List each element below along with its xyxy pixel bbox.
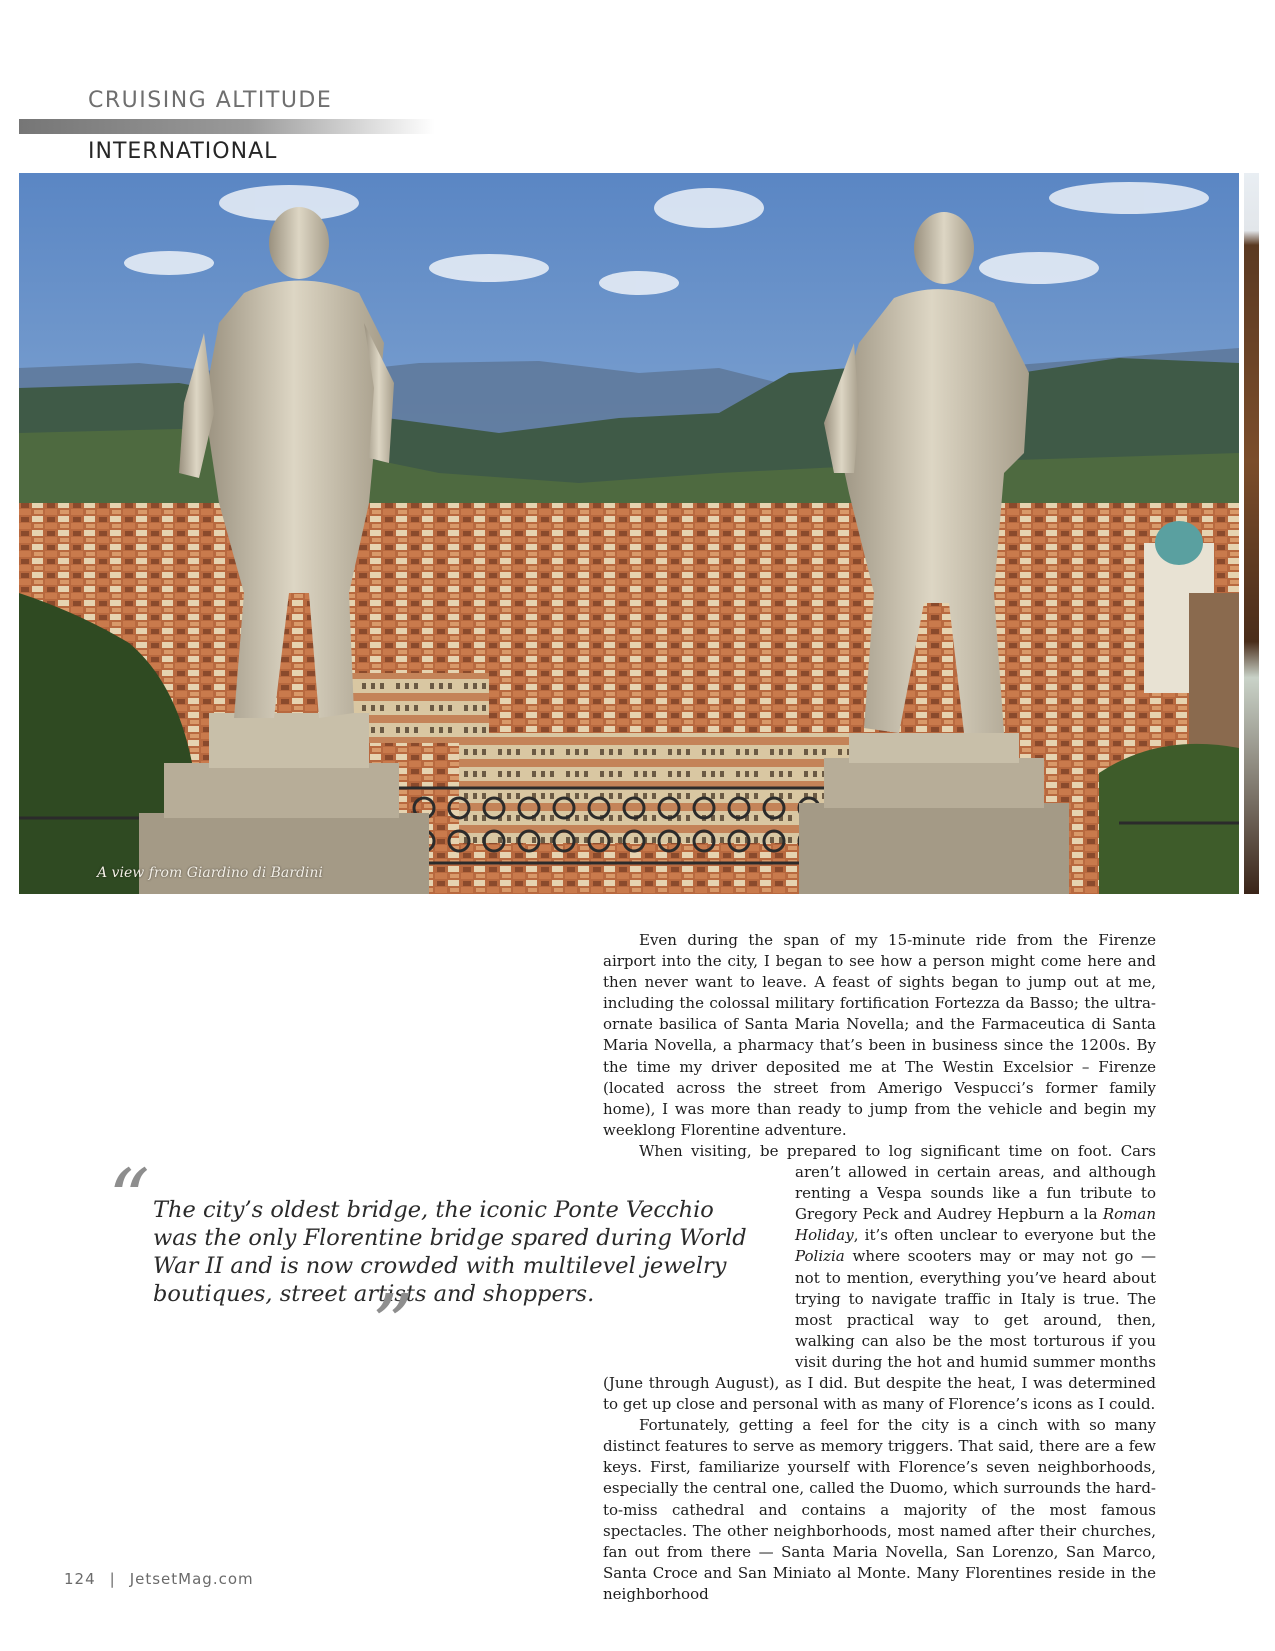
article-body: [603, 930, 1156, 1605]
pull-quote-space: [603, 1172, 795, 1358]
section-bar: [19, 119, 435, 134]
page-number: 124: [64, 1570, 96, 1588]
article-paragraph-1: Even during the span of my 15-minute ride from the Firenze airport into the city, I began to see how a person might come here and then never want to leave. A feast of sights began to jump out at me, including the colossal military fortification Fortezza da Basso; the ultra-ornate basilica of Santa Maria Novella; and the Farmaceutica di Santa Maria Novella, a pharmacy that’s been in business since the 1200s. By the time my driver deposited me at The Westin Excelsior – Firenze (located across the street from Amerigo Vespucci’s former family home), I was more than ready to jump from the vehicle and begin my weeklong Florentine adventure.: [603, 931, 1156, 1139]
feature-photo: [19, 173, 1239, 894]
text-run: , it’s often unclear to everyone but the: [853, 1226, 1156, 1245]
pull-quote: The city’s oldest bridge, the iconic Ponte Vecchio was the only Florentine bridge spared during World War II and is now crowded with multilevel jewelry boutiques, street artists and shoppers.: [153, 1197, 747, 1307]
adjacent-photo-edge: [1244, 173, 1259, 894]
italic-term: Polizia: [795, 1247, 845, 1266]
article-paragraph-2: [603, 1141, 1156, 1415]
text-run: although renting a Vespa sounds like a fun tribute to Gregory Peck and Audrey Hepburn a la: [795, 1163, 1156, 1224]
text-run: When visiting, be prepared to log significant time on foot. Cars aren’t allowed in certain areas, and: [639, 1141, 1156, 1182]
footer-separator: |: [109, 1570, 116, 1588]
page-footer: [64, 1570, 254, 1588]
florence-view-illustration: [19, 173, 1239, 894]
article-paragraph-3: Fortunately, getting a feel for the city is a cinch with so many distinct features to serve as memory triggers. That said, there are a few keys. First, familiarize yourself with Florence’s seven neighborhoods, especially the central one, called the Duomo, which surrounds the hard-to-miss cathedral and contains a majority of the most famous spectacles. The other neighborhoods, most named after their churches, fan out from there — Santa Maria Novella, San Lorenzo, San Marco, Santa Croce and San Miniato al Monte. Many Florentines reside in the neighborhood: [603, 1416, 1156, 1603]
section-title: CRUISING ALTITUDE: [88, 88, 333, 113]
photo-caption: A view from Giardino di Bardini: [97, 865, 323, 881]
site-name: JetsetMag.com: [129, 1570, 254, 1588]
section-subtitle: INTERNATIONAL: [88, 139, 278, 164]
text-run: where scooters may or may not go — not to mention, everything you’ve heard about trying to navigate traffic in Italy is true. The most practical way to get around, then, walking can also be the most torturous if you visit during the hot and humid summer months (June through August), as I did. But despite the heat, I was determined to get up close and personal with as many of Florence’s icons as I could.: [603, 1247, 1156, 1414]
italic-term: Roman Holiday: [795, 1205, 1156, 1245]
open-quote-mark: “: [108, 1153, 150, 1248]
close-quote-mark: ”: [372, 1278, 414, 1373]
